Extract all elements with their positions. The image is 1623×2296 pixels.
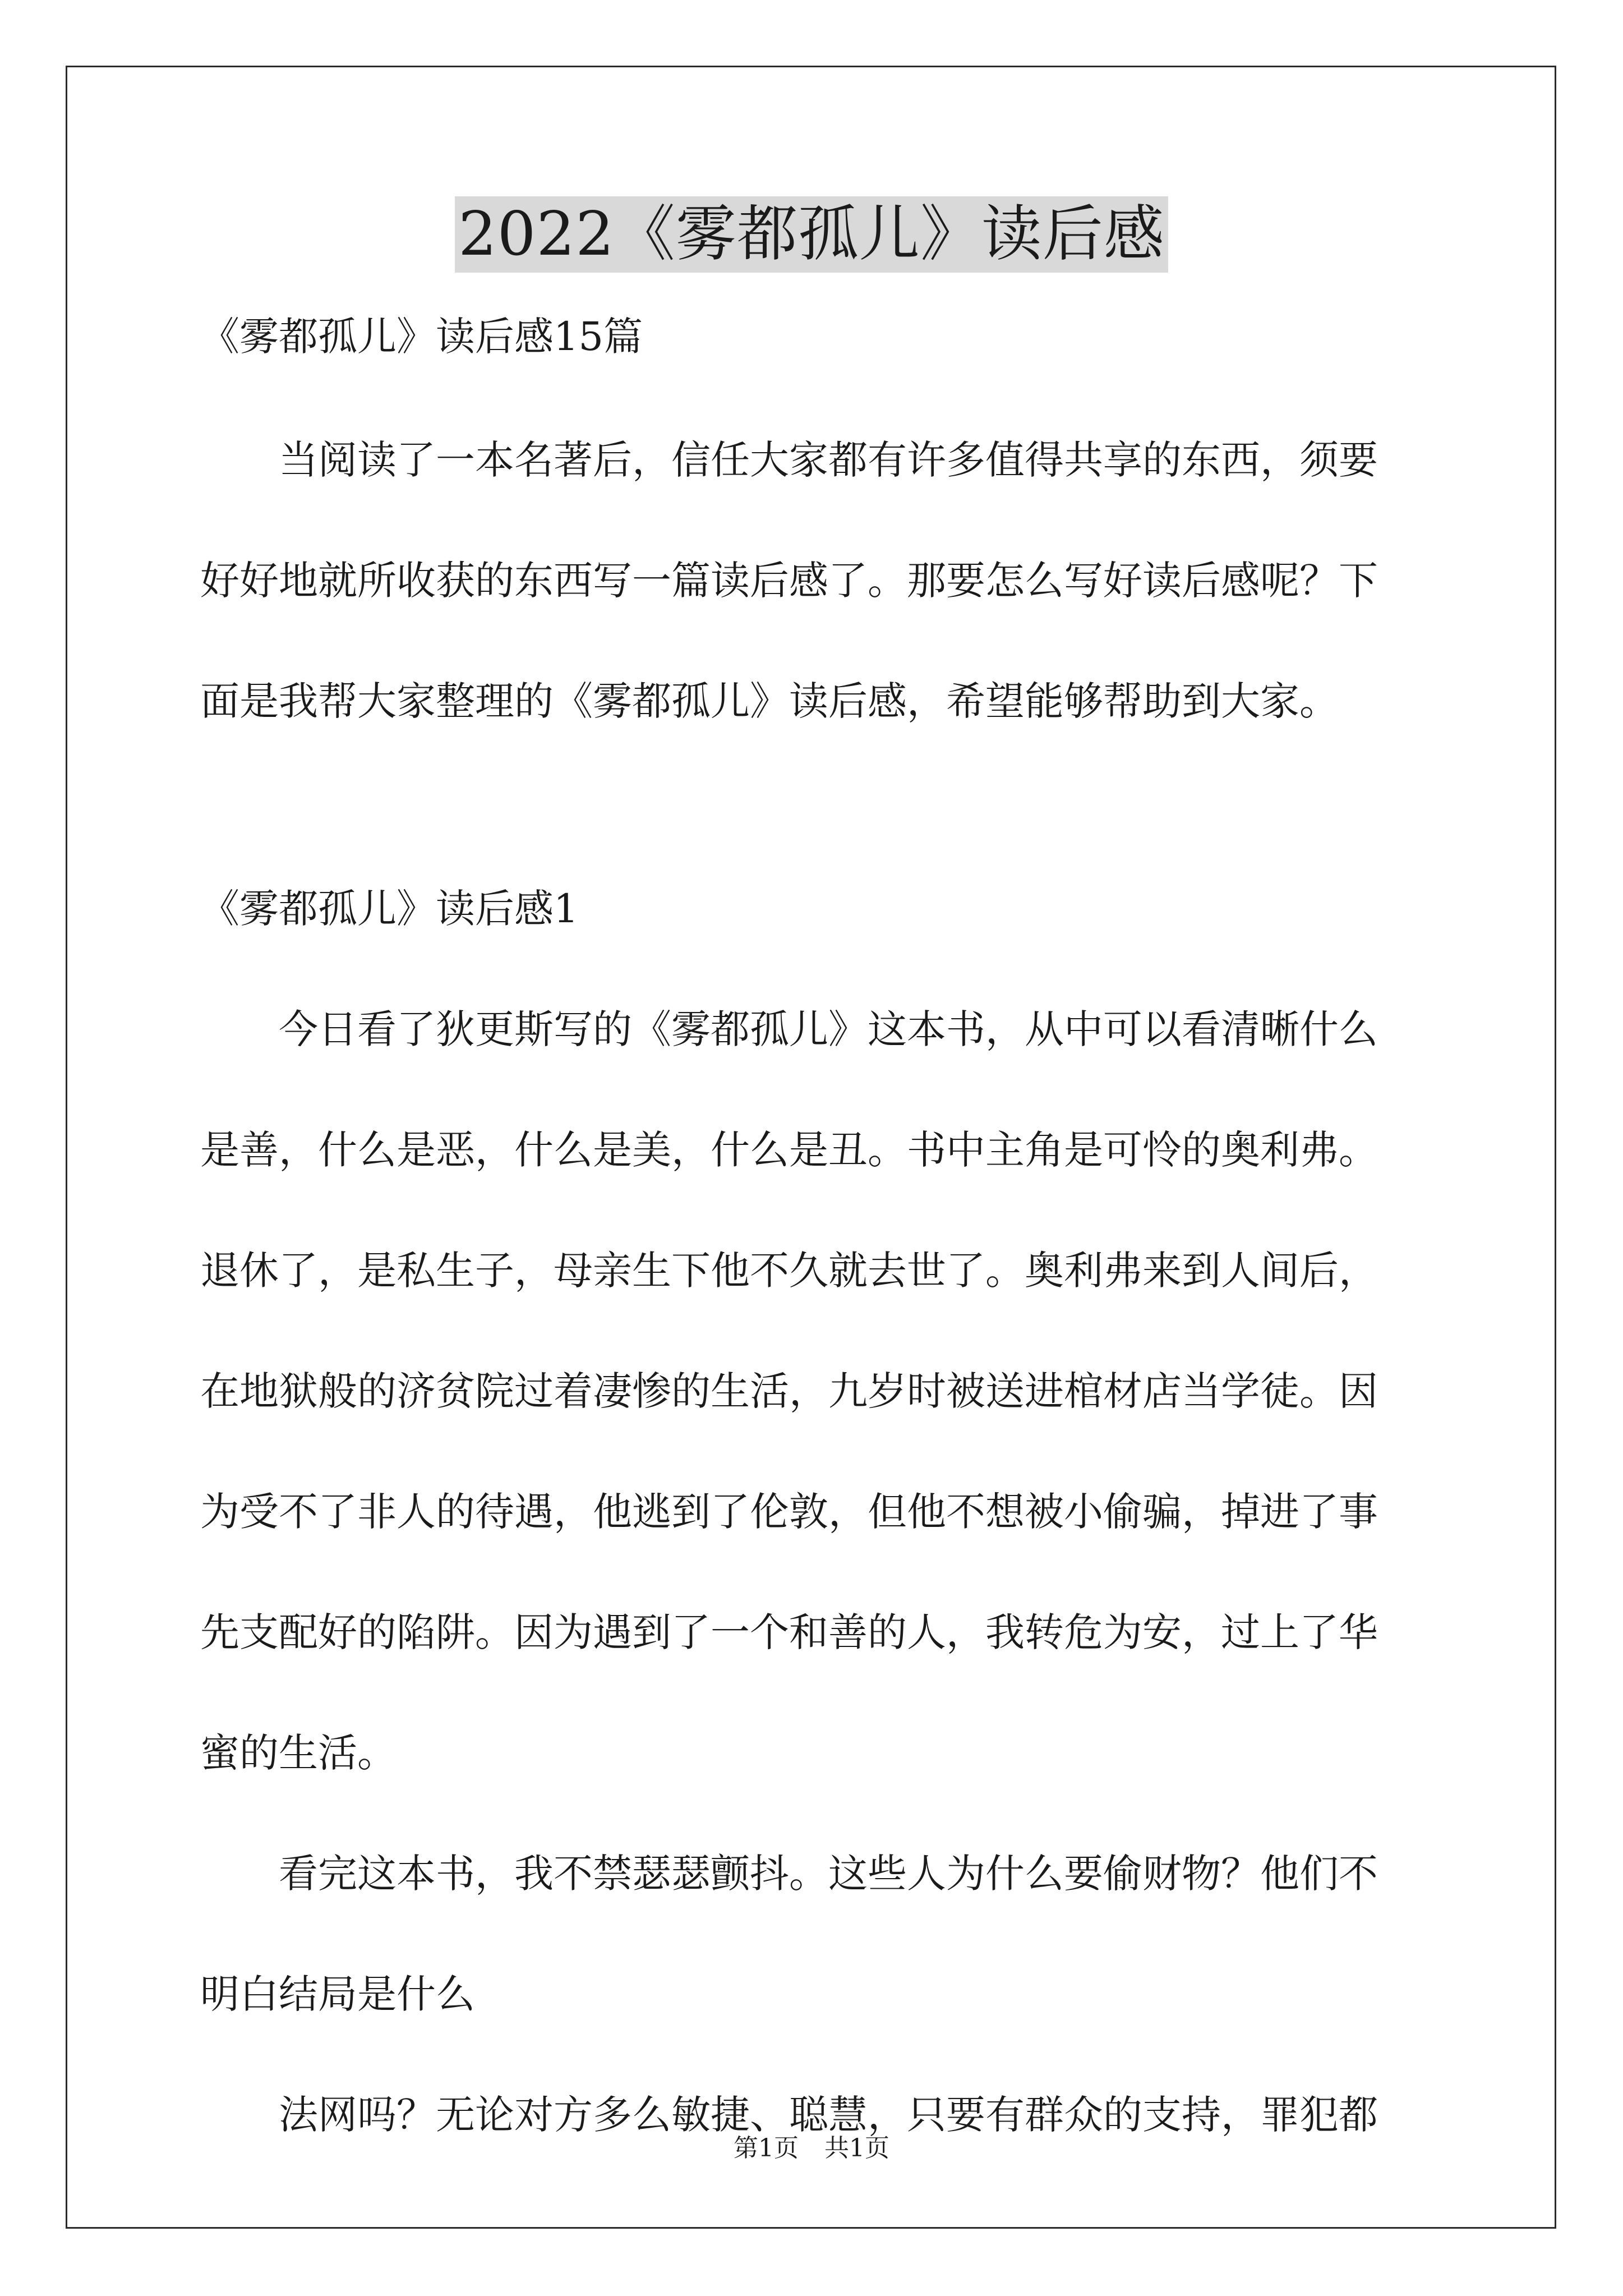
page-total: 共1页	[824, 2134, 889, 2162]
paragraph1-line-5: 为受不了非人的待遇，他逃到了伦敦，但他不想被小偷骗，掉进了事	[200, 1489, 1378, 1535]
intro-line-1: 当阅读了一本名著后，信任大家都有许多值得共享的东西，须要	[279, 437, 1378, 483]
paragraph1-line-2: 是善，什么是恶，什么是美，什么是丑。书中主角是可怜的奥利弗。	[200, 1127, 1378, 1173]
paragraph1-line-4: 在地狱般的济贫院过着凄惨的生活，九岁时被送进棺材店当学徒。因	[200, 1368, 1378, 1414]
paragraph1-line-7: 蜜的生活。	[200, 1730, 396, 1776]
page-number: 第1页	[734, 2134, 799, 2162]
page-footer	[0, 2132, 1623, 2165]
intro-line-2: 好好地就所收获的东西写一篇读后感了。那要怎么写好读后感呢？下	[200, 558, 1378, 604]
paragraph1-line-1: 今日看了狄更斯写的《雾都孤儿》这本书，从中可以看清晰什么	[279, 1006, 1378, 1052]
document-title: 2022《雾都孤儿》读后感	[455, 196, 1168, 273]
subtitle: 《雾都孤儿》读后感15篇	[200, 314, 643, 360]
paragraph1-line-6: 先支配好的陷阱。因为遇到了一个和善的人，我转危为安，过上了华	[200, 1609, 1378, 1655]
paragraph3-line-1: 法网吗？无论对方多么敏捷、聪慧，只要有群众的支持，罪犯都	[279, 2092, 1378, 2138]
intro-line-3: 面是我帮大家整理的《雾都孤儿》读后感，希望能够帮助到大家。	[200, 678, 1339, 724]
paragraph2-line-2: 明白结局是什么	[200, 1971, 475, 2017]
title-container	[0, 196, 1623, 273]
paragraph1-line-3: 退休了，是私生子，母亲生下他不久就去世了。奥利弗来到人间后，	[200, 1248, 1378, 1294]
section-heading: 《雾都孤儿》读后感1	[200, 886, 579, 932]
paragraph2-line-1: 看完这本书，我不禁瑟瑟颤抖。这些人为什么要偷财物？他们不	[279, 1851, 1378, 1897]
